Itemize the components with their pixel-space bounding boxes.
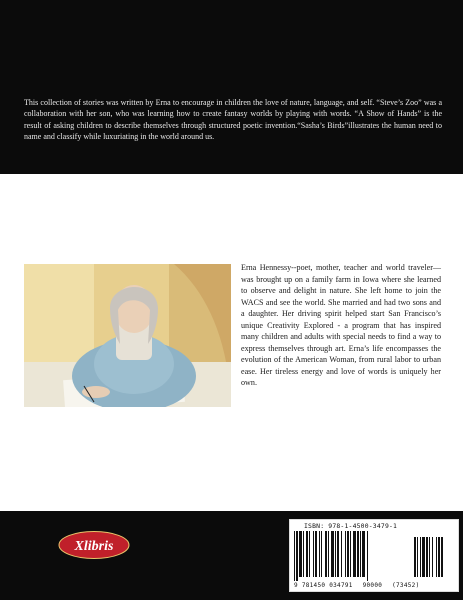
author-photo-image [24, 264, 231, 407]
xlibris-logo-text: Xlibris [74, 539, 114, 554]
xlibris-logo [58, 530, 130, 560]
barcode-graphic [292, 531, 456, 581]
author-photo [24, 264, 231, 407]
isbn-label: ISBN: 978-1-4500-3479-1 [304, 522, 398, 530]
author-bio: Erna Hennessy--poet, mother, teacher and world traveler—was brought up on a family farm in Iowa where she learned to observe and delight in nature. She left home to join the WACS and see the world. She married and had two sons and a daughter. Her driving spirit helped start San Francisco’s unique Creativity Explored - a program that has inspired many children and adults with special needs to find a way to express themselves through art. Erna’s life encompasses the evolution of the American Woman, from rural labor to urban ease. Her tireless energy and love of words is uniquely her own. [241, 263, 441, 387]
book-blurb: This collection of stories was written by Erna to encourage in children the love of nature, language, and self. “Steve’s Zoo” was a collaboration with her son, who was learning how to create fantasy worlds by playing with words. “A Show of Hands” is the result of asking children to describe themselves through structured poetic invention.“Sasha’s Birds”illustrates the human need to name and classify while luxuriating in the world around us. [24, 98, 442, 142]
xlibris-logo-icon [58, 530, 130, 560]
top-black-band [0, 0, 463, 174]
extra-code: (73452) [392, 582, 420, 589]
price-digits: 90000 [362, 582, 383, 589]
barcode-digit-row [294, 582, 456, 589]
barcode-digits: 9 781450 034791 [294, 582, 353, 589]
